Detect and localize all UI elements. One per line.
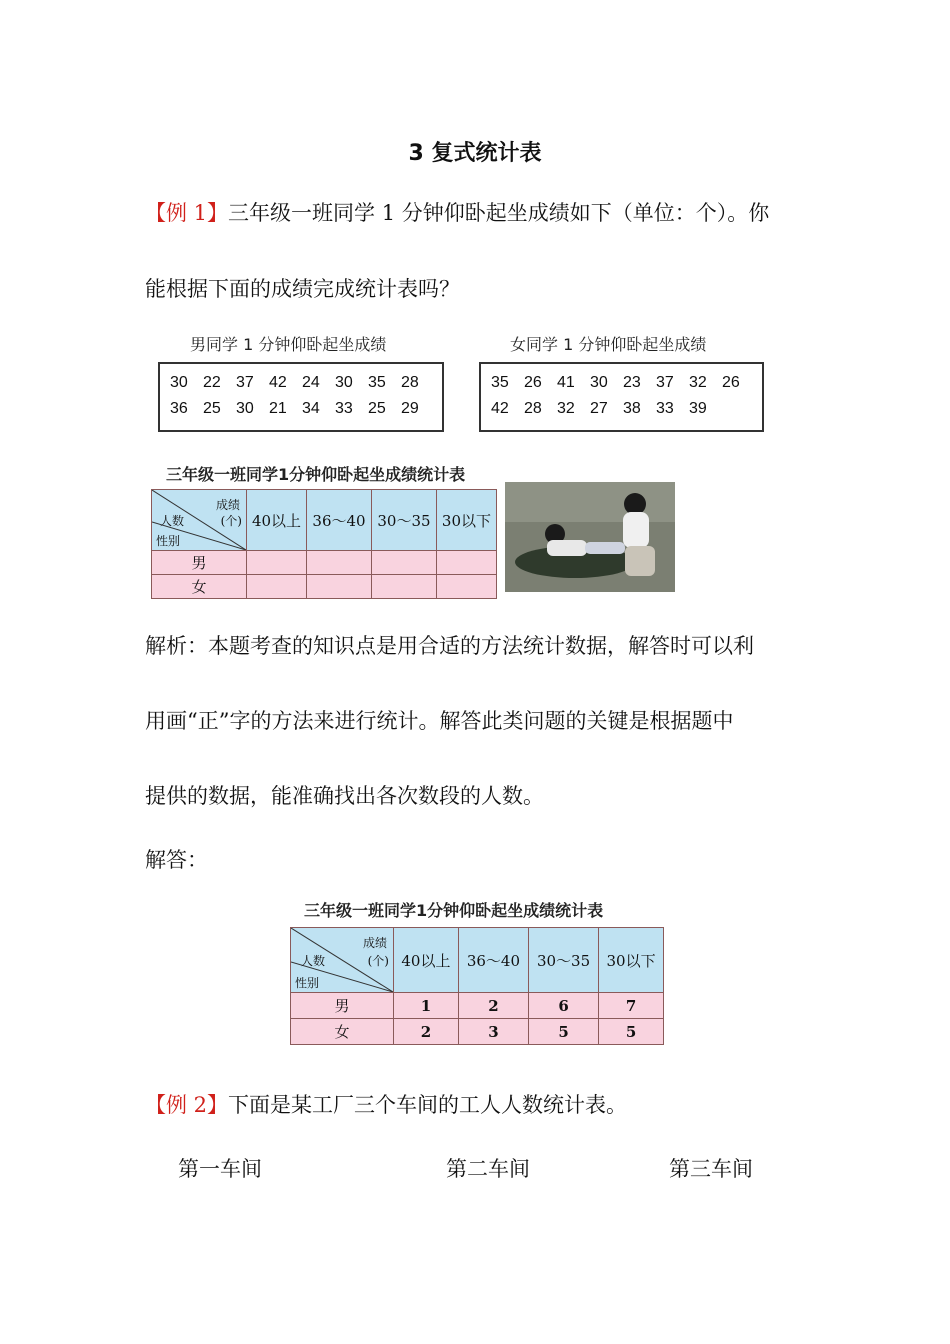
score: 22 <box>203 374 221 391</box>
col-header: 36～40 <box>458 928 528 993</box>
col-header: 30～35 <box>528 928 598 993</box>
row-header: 男 <box>152 551 247 575</box>
corner-bottom: 性别 <box>156 534 181 548</box>
score: 35 <box>491 374 509 391</box>
workshop-2: 第二车间 <box>446 1157 530 1181</box>
corner-mid: 人数 <box>160 514 185 528</box>
stat-table-title: 三年级一班同学1分钟仰卧起坐成绩统计表 <box>166 465 466 484</box>
row-header: 女 <box>291 1019 394 1045</box>
girls-row-1 <box>491 370 762 396</box>
answer-cell: 5 <box>599 1019 664 1045</box>
example1-line1 <box>145 198 769 228</box>
answer-cell: 6 <box>528 993 598 1019</box>
score: 32 <box>557 400 575 417</box>
analysis-line3: 提供的数据，能准确找出各次数段的人数。 <box>145 784 544 808</box>
girls-row-2 <box>491 396 762 422</box>
score: 38 <box>623 400 641 417</box>
example1-text1: 三年级一班同学 1 分钟仰卧起坐成绩如下（单位：个）。你 <box>228 201 770 225</box>
score: 26 <box>524 374 542 391</box>
score: 26 <box>722 374 740 391</box>
girls-scores-box <box>479 362 764 432</box>
empty-cell[interactable] <box>371 551 436 575</box>
col-header: 40以上 <box>247 490 307 551</box>
answer-cell: 5 <box>528 1019 598 1045</box>
score: 25 <box>203 400 221 417</box>
col-header: 30～35 <box>371 490 436 551</box>
corner-mid: 人数 <box>301 954 326 968</box>
score: 24 <box>302 374 320 391</box>
score: 42 <box>491 400 509 417</box>
score: 27 <box>590 400 608 417</box>
score: 32 <box>689 374 707 391</box>
situp-photo <box>505 482 675 592</box>
page-title: 3 复式统计表 <box>408 141 542 166</box>
col-header: 30以下 <box>599 928 664 993</box>
answer-cell: 7 <box>599 993 664 1019</box>
answer-cell: 2 <box>394 1019 459 1045</box>
answer-cell: 1 <box>394 993 459 1019</box>
empty-cell[interactable] <box>307 551 372 575</box>
score: 36 <box>170 400 188 417</box>
score: 28 <box>524 400 542 417</box>
corner-unit: (个) <box>220 514 242 528</box>
boys-row-2 <box>170 396 442 422</box>
example2-tag: 【例 2】 <box>145 1093 229 1117</box>
row-header: 男 <box>291 993 394 1019</box>
score: 42 <box>269 374 287 391</box>
example2-line <box>145 1090 627 1120</box>
corner-bottom: 性别 <box>295 976 320 990</box>
score: 21 <box>269 400 287 417</box>
score: 30 <box>236 400 254 417</box>
score: 30 <box>590 374 608 391</box>
answer-label: 解答： <box>145 848 208 872</box>
score: 37 <box>236 374 254 391</box>
boys-caption: 男同学 1 分钟仰卧起坐成绩 <box>190 335 387 354</box>
score: 41 <box>557 374 575 391</box>
row-header: 女 <box>152 575 247 599</box>
score: 30 <box>170 374 188 391</box>
example1-line2: 能根据下面的成绩完成统计表吗？ <box>145 277 460 301</box>
situp-illustration-icon <box>505 482 675 592</box>
empty-cell[interactable] <box>436 551 496 575</box>
col-header: 36～40 <box>307 490 372 551</box>
score: 33 <box>656 400 674 417</box>
empty-cell[interactable] <box>307 575 372 599</box>
example1-tag: 【例 1】 <box>145 201 229 225</box>
workshop-3: 第三车间 <box>669 1157 753 1181</box>
score: 37 <box>656 374 674 391</box>
corner-cell <box>152 490 247 551</box>
col-header: 30以下 <box>436 490 496 551</box>
example2-text: 下面是某工厂三个车间的工人人数统计表。 <box>228 1093 628 1117</box>
empty-cell[interactable] <box>436 575 496 599</box>
score: 30 <box>335 374 353 391</box>
answer-table-title: 三年级一班同学1分钟仰卧起坐成绩统计表 <box>304 901 604 920</box>
answer-cell: 2 <box>458 993 528 1019</box>
score: 33 <box>335 400 353 417</box>
score: 29 <box>401 400 419 417</box>
empty-cell[interactable] <box>371 575 436 599</box>
corner-unit: (个) <box>367 954 389 968</box>
girls-caption: 女同学 1 分钟仰卧起坐成绩 <box>510 335 707 354</box>
score: 25 <box>368 400 386 417</box>
score: 35 <box>368 374 386 391</box>
analysis-line1: 解析：本题考查的知识点是用合适的方法统计数据，解答时可以利 <box>145 634 754 658</box>
corner-top: 成绩 <box>362 936 387 950</box>
boys-scores-box <box>158 362 444 432</box>
workshop-1: 第一车间 <box>178 1157 262 1181</box>
stat-table-empty <box>151 489 497 599</box>
answer-cell: 3 <box>458 1019 528 1045</box>
score: 39 <box>689 400 707 417</box>
corner-cell <box>291 928 394 993</box>
empty-cell[interactable] <box>247 575 307 599</box>
score: 28 <box>401 374 419 391</box>
score: 23 <box>623 374 641 391</box>
stat-table-answer <box>290 927 664 1045</box>
boys-row-1 <box>170 370 442 396</box>
analysis-line2: 用画“正”字的方法来进行统计。解答此类问题的关键是根据题中 <box>145 709 734 733</box>
corner-top: 成绩 <box>215 498 240 512</box>
empty-cell[interactable] <box>247 551 307 575</box>
score: 34 <box>302 400 320 417</box>
col-header: 40以上 <box>394 928 459 993</box>
